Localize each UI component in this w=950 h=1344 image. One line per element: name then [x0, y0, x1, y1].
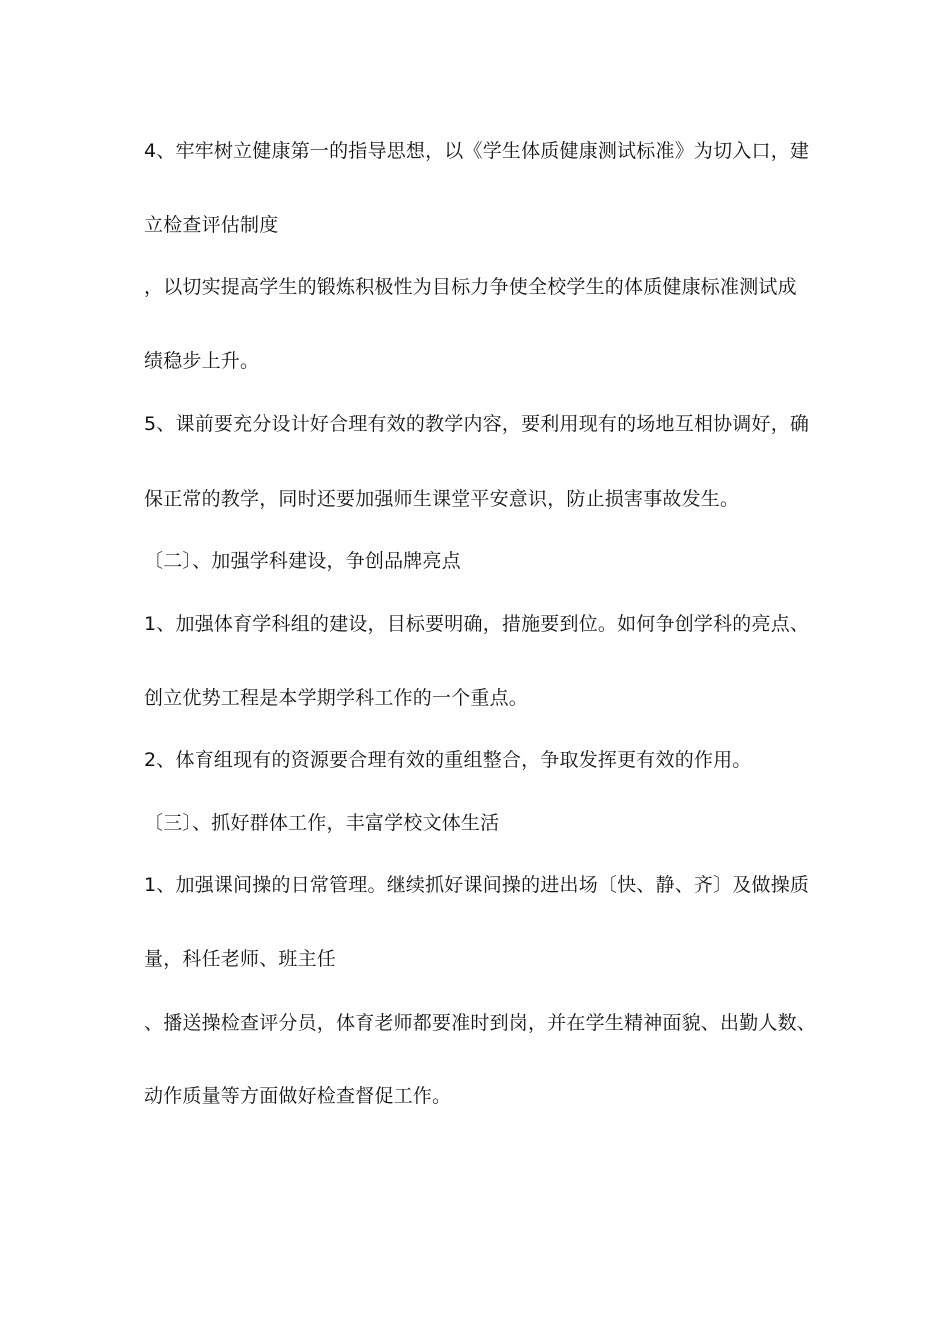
paragraph-line: 动作质量等方面做好检查督促工作。: [144, 1085, 452, 1107]
paragraph-line: 量，科任老师、班主任: [144, 948, 337, 970]
paragraph-line: 2、体育组现有的资源要合理有效的重组整合，争取发挥更有效的作用。: [144, 749, 752, 771]
paragraph-line: 保正常的教学，同时还要加强师生课堂平安意识，防止损害事故发生。: [144, 488, 740, 510]
paragraph-line: 、播送操检查评分员，体育老师都要准时到岗，并在学生精神面貌、出勤人数、: [144, 1012, 817, 1034]
paragraph-line: 1、加强体育学科组的建设，目标要明确，措施要到位。如何争创学科的亮点、: [144, 613, 810, 635]
paragraph-line: 绩稳步上升。: [144, 350, 260, 372]
section-heading: 〔三〕、抓好群体工作，丰富学校文体生活: [144, 812, 500, 834]
section-heading: 〔二〕、加强学科建设，争创品牌亮点: [144, 550, 461, 572]
paragraph-line: 1、加强课间操的日常管理。继续抓好课间操的进出场〔快、静、齐〕及做操质: [144, 874, 810, 896]
paragraph-line: 立检查评估制度: [144, 214, 279, 236]
paragraph-line: 5、课前要充分设计好合理有效的教学内容，要利用现有的场地互相协调好，确: [144, 413, 810, 435]
paragraph-line: 创立优势工程是本学期学科工作的一个重点。: [144, 687, 529, 709]
paragraph-line: 4、牢牢树立健康第一的指导思想，以《学生体质健康测试标准》为切入口，建: [144, 140, 810, 162]
paragraph-line: ，以切实提高学生的锻炼积极性为目标力争使全校学生的体质健康标准测试成: [144, 276, 797, 298]
